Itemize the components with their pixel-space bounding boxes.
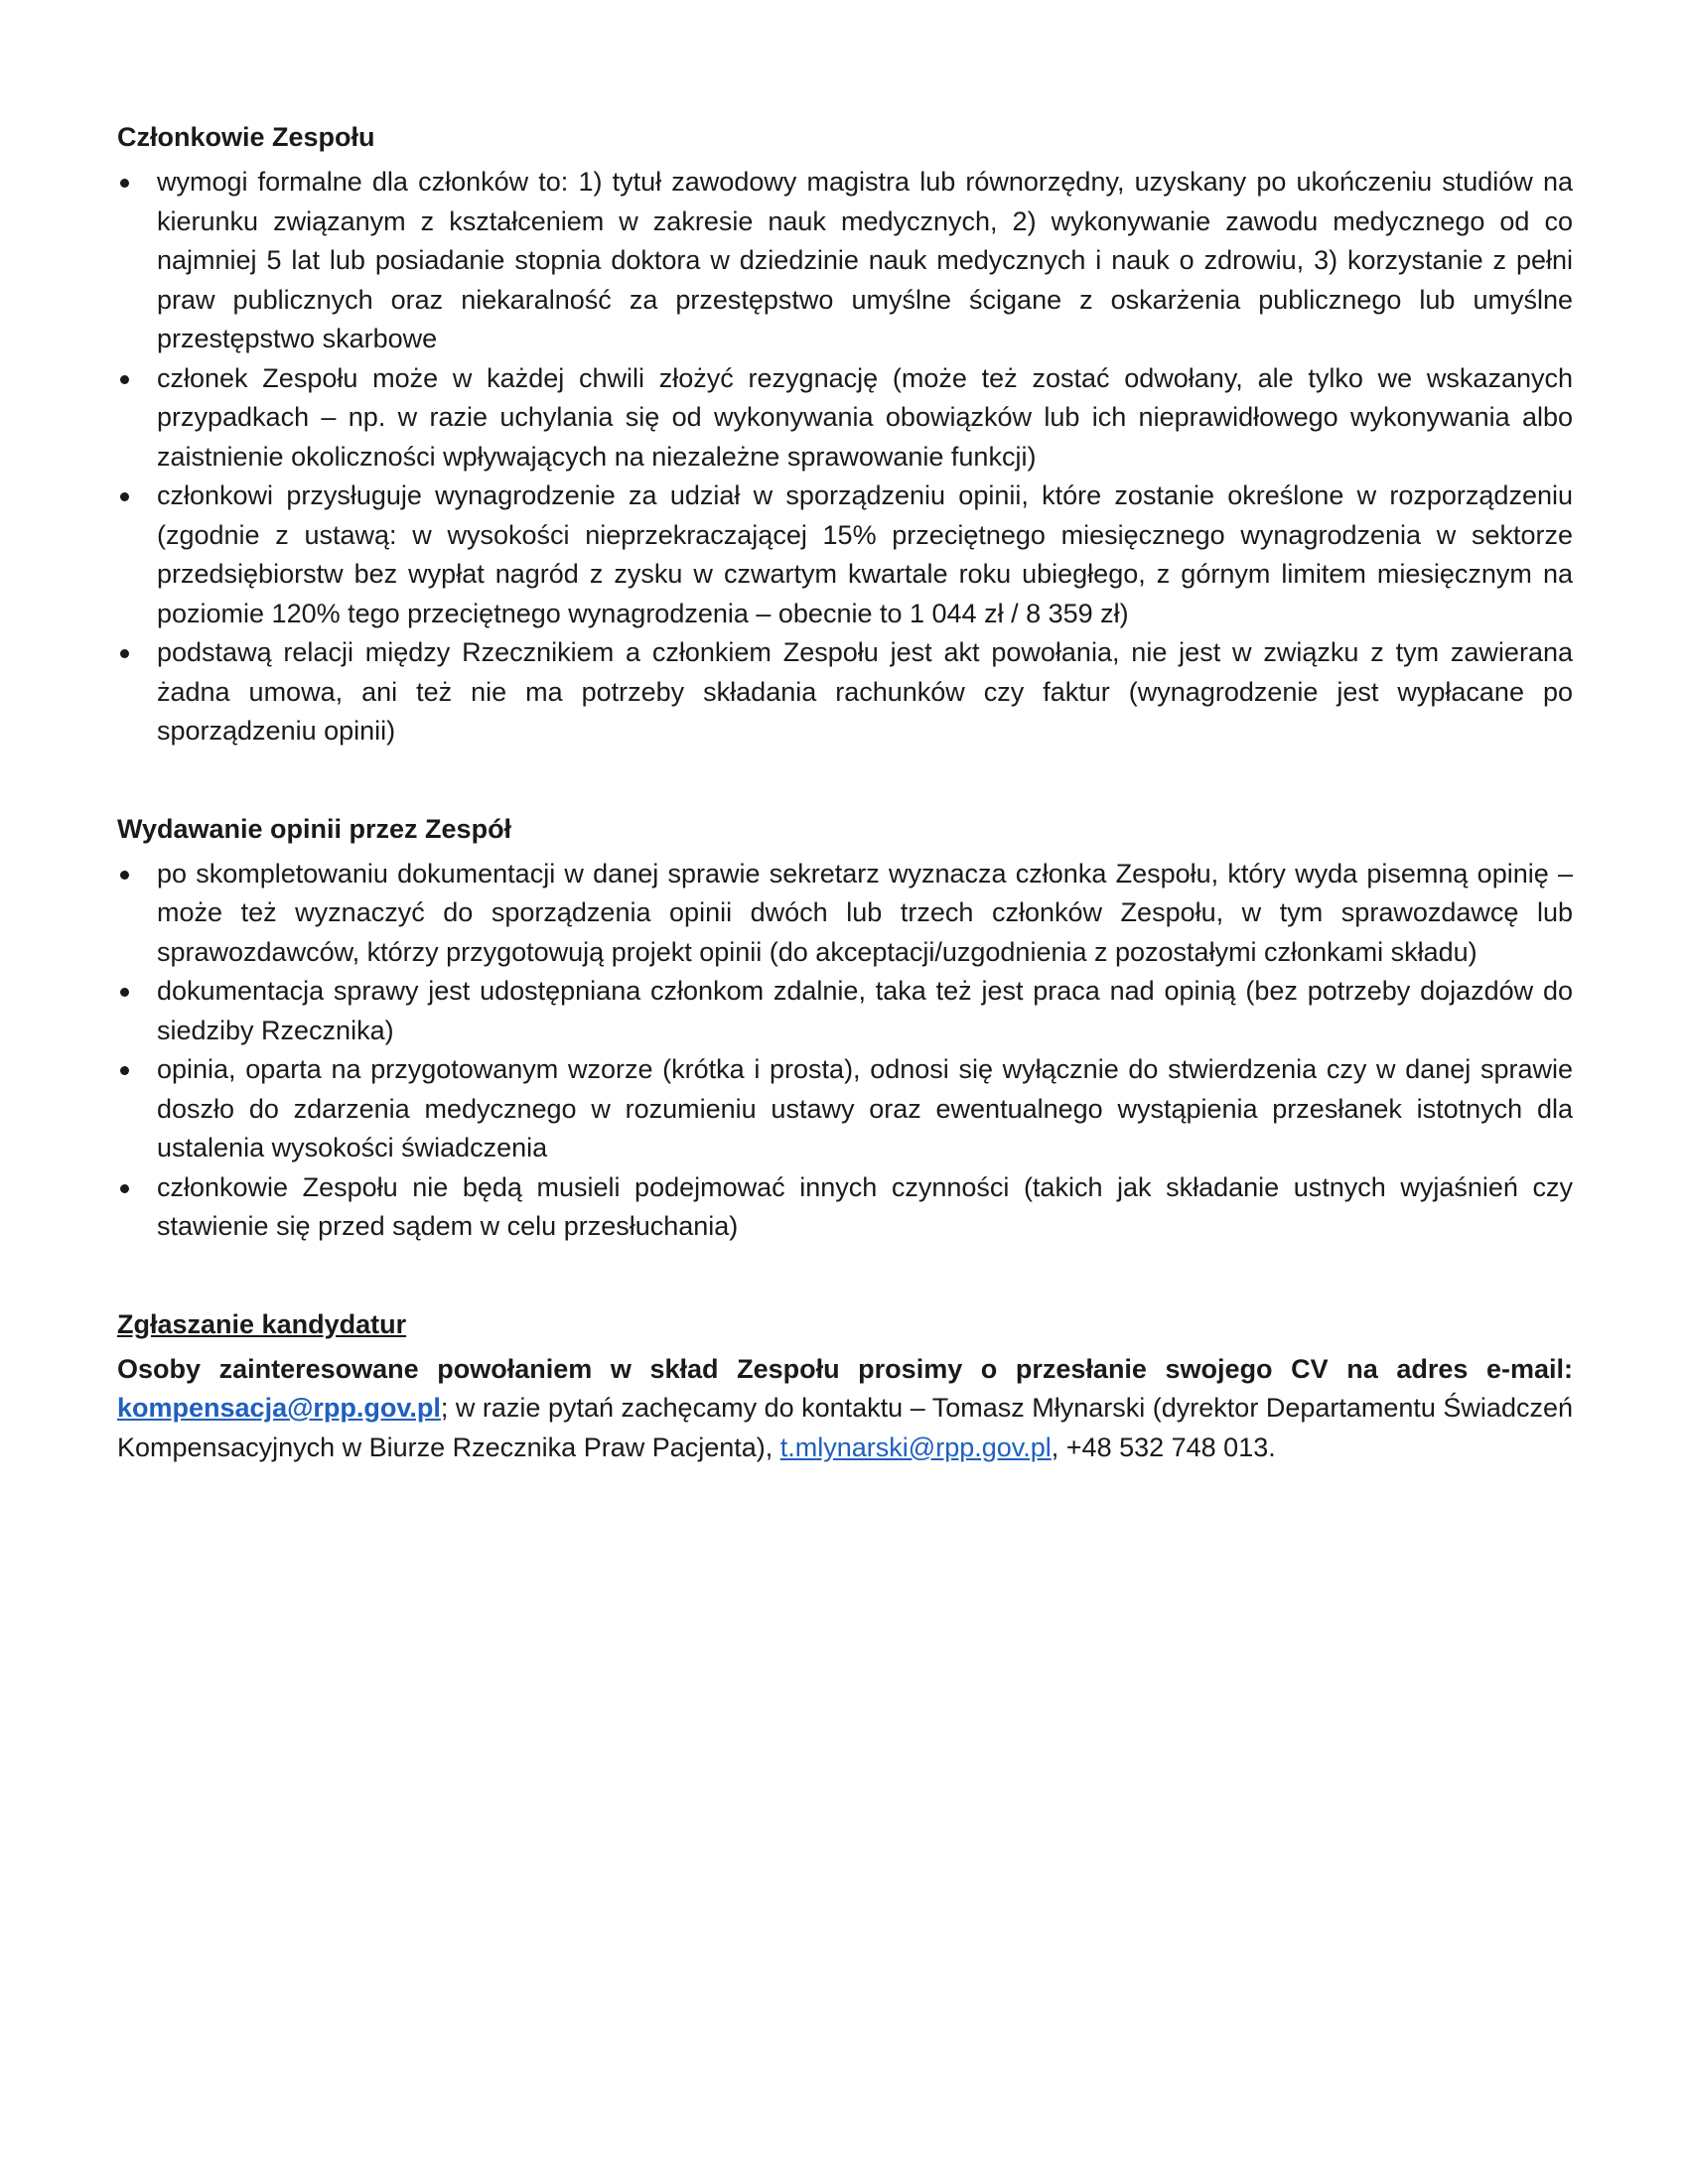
list-item-text: członkowi przysługuje wynagrodzenie za udział w sporządzeniu opinii, które zostanie określone w rozporządzeniu (zgodnie z ustawą: w wysokości nieprzekraczającej 15% przeciętnego miesięcznego wynagrodzenia w sektorze przedsiębiorstw bez wypłat nagród z zysku w czwartym kwartale roku ubiegłego, z górnym limitem miesięcznym na poziomie 120% tego przeciętnego wynagrodzenia – obecnie to 1 044 zł / 8 359 zł) — [157, 480, 1573, 628]
bullet-icon — [120, 179, 129, 188]
bullet-icon — [120, 988, 129, 997]
section-members — [117, 117, 1573, 751]
list-item-text: podstawą relacji między Rzecznikiem a członkiem Zespołu jest akt powołania, nie jest w związku z tym zawierana żadna umowa, ani też nie ma potrzeby składania rachunków czy faktur (wynagrodzenie jest wypłacane po sporządzeniu opinii) — [157, 637, 1573, 746]
list-item — [117, 633, 1573, 751]
section-title-members: Członkowie Zespołu — [117, 122, 375, 152]
list-item — [117, 1050, 1573, 1168]
bullet-icon — [120, 375, 129, 384]
contact-lead: Osoby zainteresowane powołaniem w skład Zespołu prosimy o przesłanie swojego CV na adres e-mail: — [117, 1353, 1573, 1384]
section-candidates — [117, 1304, 1573, 1468]
list-item — [117, 855, 1573, 973]
bullet-icon — [120, 1184, 129, 1193]
list-item-text: dokumentacja sprawy jest udostępniana członkom zdalnie, taka też jest praca nad opinią (bez potrzeby dojazdów do siedziby Rzecznika) — [157, 976, 1573, 1045]
list-item-text: po skompletowaniu dokumentacji w danej sprawie sekretarz wyznacza członka Zespołu, który wyda pisemną opinię – może też wyznaczyć do sporządzenia opinii dwóch lub trzech członków Zespołu, w tym sprawozdawcę lub sprawozdawców, którzy przygotowują projekt opinii (do akceptacji/uzgodnienia z pozostałymi członkami składu) — [157, 858, 1573, 967]
list-item — [117, 1168, 1573, 1247]
bullet-icon — [120, 871, 129, 880]
document-page — [117, 117, 1573, 1525]
list-item — [117, 972, 1573, 1050]
email-link-main[interactable]: kompensacja@rpp.gov.pl — [117, 1393, 441, 1423]
contact-text: ; w razie pytań zachęcamy do kontaktu – Tomasz Młynarski (dyrektor Departamentu Świadczeń Kompensacyjnych w Biurze Rzecznika Praw Pacjenta), — [117, 1393, 1573, 1462]
list-item-text: wymogi formalne dla członków to: 1) tytuł zawodowy magistra lub równorzędny, uzyskany po ukończeniu studiów na kierunku związanym z kształceniem w zakresie nauk medycznych, 2) wykonywanie zawodu medycznego od co najmniej 5 lat lub posiadanie stopnia doktora w dziedzinie nauk medycznych i nauk o zdrowiu, 3) korzystanie z pełni praw publicznych oraz niekaralność za przestępstwo umyślne ścigane z oskarżenia publicznego lub umyślne przestępstwo skarbowe — [157, 167, 1573, 353]
section-opinions — [117, 809, 1573, 1247]
contact-paragraph — [117, 1350, 1573, 1468]
list-item — [117, 477, 1573, 633]
bullet-icon — [120, 649, 129, 658]
opinions-list — [117, 855, 1573, 1247]
list-item-text: członkowie Zespołu nie będą musieli podejmować innych czynności (takich jak składanie ustnych wyjaśnień czy stawienie się przed sądem w celu przesłuchania) — [157, 1171, 1573, 1241]
list-item — [117, 359, 1573, 478]
email-link-contact[interactable]: t.mlynarski@rpp.gov.pl — [779, 1432, 1052, 1462]
bullet-icon — [120, 492, 129, 501]
list-item — [117, 163, 1573, 359]
members-list — [117, 163, 1573, 751]
phone-text: , +48 532 748 013. — [1051, 1432, 1276, 1462]
section-title-opinions: Wydawanie opinii przez Zespół — [117, 813, 512, 844]
list-item-text: członek Zespołu może w każdej chwili złożyć rezygnację (może też zostać odwołany, ale tylko we wskazanych przypadkach – np. w razie uchylania się od wykonywania obowiązków lub ich nieprawidłowego wykonywania albo zaistnienie okoliczności wpływających na niezależne sprawowanie funkcji) — [157, 362, 1573, 472]
bullet-icon — [120, 1066, 129, 1075]
section-title-candidates: Zgłaszanie kandydatur — [117, 1308, 407, 1339]
list-item-text: opinia, oparta na przygotowanym wzorze (krótka i prosta), odnosi się wyłącznie do stwierdzenia czy w danej sprawie doszło do zdarzenia medycznego w rozumieniu ustawy oraz ewentualnego wystąpienia przesłanek istotnych dla ustalenia wysokości świadczenia — [157, 1054, 1573, 1162]
